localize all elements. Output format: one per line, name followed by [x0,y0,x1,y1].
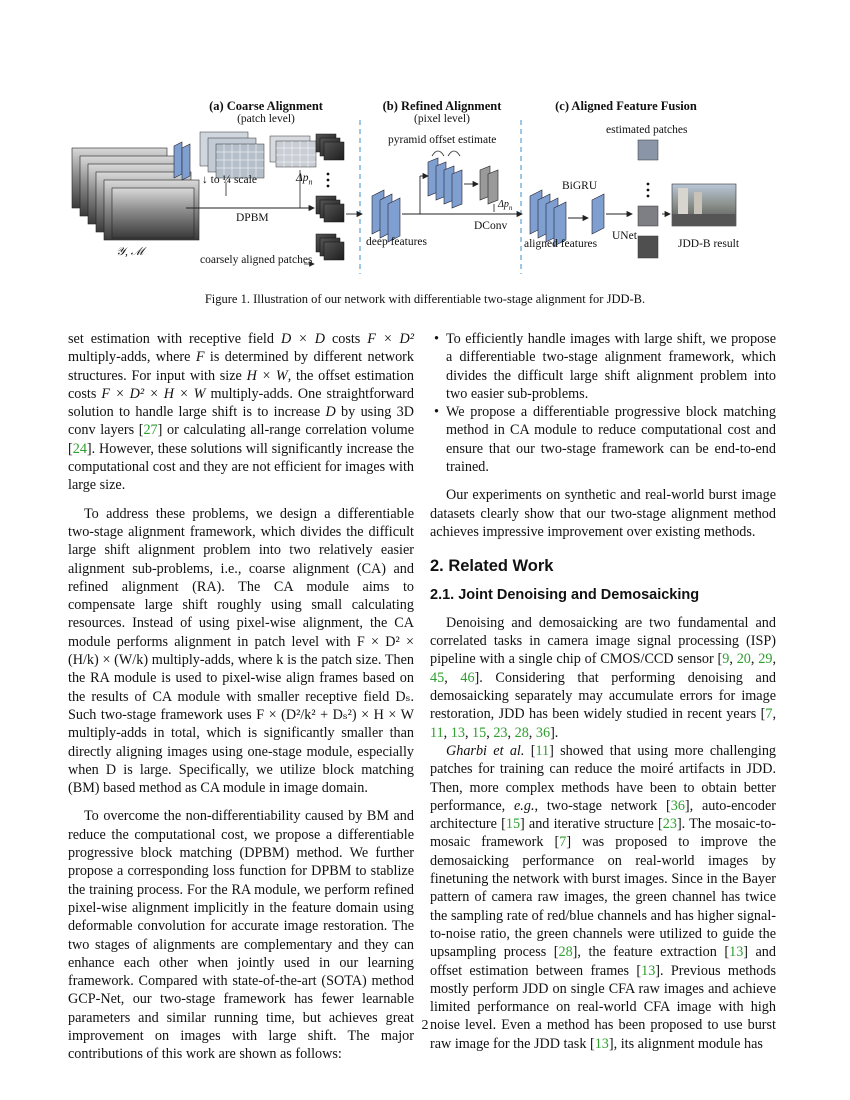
citation-link[interactable]: 20 [736,651,751,668]
citation-link[interactable]: 13 [450,724,465,741]
section-title-related-work: 2. Related Work [430,557,554,576]
citation-link[interactable]: 23 [493,724,508,741]
citation-link[interactable]: 13 [729,944,744,961]
citation-link[interactable]: 7 [559,834,567,851]
estimated-patch-stack [638,140,658,258]
dconv-label: DConv [474,220,508,232]
citation-link[interactable]: 27 [143,422,158,439]
citation-link[interactable]: 36 [670,797,685,814]
section-c-title: (c) Aligned Feature Fusion [555,99,697,113]
figure-1 [66,96,786,286]
pyramid-label: pyramid offset estimate [388,134,497,146]
section-a-subtitle: (patch level) [237,113,295,125]
paragraph-jdd-intro: Denoising and demosaicking are two fundamental and correlated tasks in camera image signal processing (ISP) pipeline with a single chip of CMOS/CCD sensor [9, 20, 29, 45, 46]. Considering that performing denoising and demosaicking separately may accumulate errors for image restoration, JDD has been widely studied in recent years [7, 11, 13, 15, 23, 28, 36]. [430,614,777,741]
right-column [430,330,776,1063]
delta-pn-a-label: $\Delta p_n$ [296,172,313,187]
input-label: 𝒴, ℳ [116,246,144,258]
citation-link[interactable]: 23 [662,816,677,833]
pyramid-offset-block [428,151,462,208]
aligned-features-label: aligned features [524,238,598,250]
result-label: JDD-B result [678,238,740,250]
paragraph-dpbm: To overcome the non-differentiability caused by BM and reduce the computational cost, we propose a differentiable progressive block matching (DPBM) method. We further propose a corresponding loss function for DPBM to stablize the training process. For the RA module, we perform refined pixel-wise alignment implicitly in the feature domain using deformable convolution for accurate image restoration. The two stages of alignments are complementary and they can enhance each other when jointly used in our learning framework. Compared with state-of-the-art (SOTA) method GCP-Net, our two-stage framework has fewer learnable parameters and similar running time, but achieves great improvement on images with large shift. The major contributions of this work are shown as follows: [68,808,414,1063]
citation-link[interactable]: 28 [514,724,529,741]
citation-link[interactable]: 11 [535,742,550,759]
contributions-list [430,330,776,476]
offset-block [480,166,498,204]
deep-features-label: deep features [366,236,427,248]
citation-link[interactable]: 29 [758,651,773,668]
citation-link[interactable]: 46 [460,669,475,686]
unet-label: UNet [612,230,637,242]
bigru-label: BiGRU [562,180,598,192]
delta-pn-b-label: $\Delta p_n$ [498,199,513,212]
paragraph-experiments: Our experiments on synthetic and real-world burst image datasets clearly show that our two-stage alignment method achieves impressive improvement over existing methods. [430,487,776,540]
patch-stacks [316,134,344,260]
left-column [68,330,414,1074]
citation-link[interactable]: 7 [765,706,773,723]
citation-link[interactable]: 13 [594,1035,609,1052]
citation-link[interactable]: 11 [430,724,444,741]
citation-link[interactable]: 28 [558,944,573,961]
list-item: • To efficiently handle images with large shift, we propose a differentiable two-stage alignment framework, which divides the difficult large shift alignment problem into two easier sub-problems. [430,330,776,403]
result-image [672,184,736,226]
page-number: 2 [421,1018,429,1033]
citation-link[interactable]: 15 [505,816,521,833]
downscale-label: ↓ to ¼ scale [202,174,257,186]
deep-features-block [372,190,400,242]
citation-link[interactable]: 36 [535,724,551,741]
citation-link[interactable]: 15 [472,724,487,741]
paragraph-offset-cost: set estimation with receptive field D × D costs F × D² multiply-adds, where F is determined by different network structures. For input with size H × W, the offset estimation costs F × D² × H × W multiply-adds. One straightforward solution to handle large shift is to increase D by using 3D conv layers [27] or calculating all-range correlation volume [24]. However, these solutions will significantly increase the computational cost and they are not efficient for images with large size. [68,331,415,494]
estimated-patches-label: estimated patches [606,124,688,136]
section-a-title: (a) Coarse Alignment [209,99,323,113]
section-b-title: (b) Refined Alignment [382,99,502,113]
figure-caption: Figure 1. Illustration of our network with differentiable two-stage alignment for JDD-B. [204,292,646,306]
encoder-block-a [174,142,190,180]
list-item: • We propose a differentiable progressive block matching method in CA module to reduce computational cost and ensure that our two-stage framework can be end-to-end trained. [430,403,776,476]
citation-link[interactable]: 45 [430,669,445,686]
bigru-block [592,194,604,234]
paragraph-two-stage: To address these problems, we design a differentiable two-stage alignment framework, which divides the difficult large shift alignment problem into two relatively easier alignment sub-problems, i.e., coarse alignment (CA) and refined alignment (RA). The CA module aims to compensate large shift roughly using small calculating resources. Instead of using pixel-wise alignment, the CA module performs alignment in patch level with F × D² × (H/k) × (W/k) multiply-adds, where k is the patch size. Then the RA module is used to pixel-wise align frames based on the results of CA module with smaller receptive field Dₛ. Such two-stage framework uses F × (D²/k² + Dₛ²) × H × W multiply-adds in total, which is significantly smaller than directly aligning images using one-stage module, especially when D is large. Specifically, we utilize block matching (BM) based method as CA module in image domain. [68,505,414,797]
citation-link[interactable]: 24 [72,440,87,457]
subsection-title-jdd: 2.1. Joint Denoising and Demosaicking [430,586,700,603]
citation-link[interactable]: 13 [641,962,656,979]
section-b-subtitle: (pixel level) [414,113,470,125]
coarse-patches-label: coarsely aligned patches [200,254,313,266]
paragraph-jdd-methods: Gharbi et al. [11] showed that using more challenging patches for training can reduce the moiré artifacts in JDD. Then, more complex methods have been to obtain better performance, e.g., two-stage network [36], auto-encoder architecture [15] and iterative structure [23]. The mosaic-to-mosaic framework [7] was proposed to improve the demosaicking performance on real-world images by finetuning the network with burst images. Since in the Bayer pattern of camera raw images, the green channel has twice the sampling rate of red/blue channels and has higher signal-to-noise ratio, the green channels were utilized to guide the upsampling process [28], the feature extraction [13] and offset estimation between frames [13]. Previous methods mostly perform JDD on single CFA raw images and achieve limited performance on real-world CFA image with high noise level. Even a method has been proposed to use burst raw image for the JDD task [13], its alignment module has [430,742,777,1052]
citation-link[interactable]: 9 [722,651,730,668]
dpbm-label: DPBM [236,212,269,224]
